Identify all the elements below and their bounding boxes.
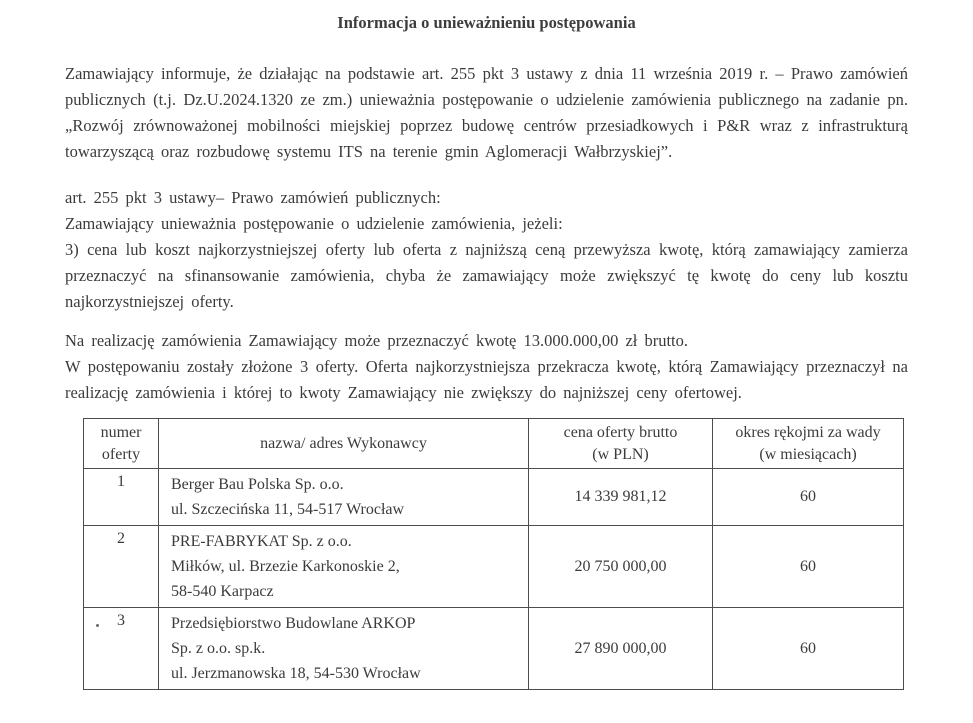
offer-3-contractor-address: ul. Jerzmanowska 18, 54-530 Wrocław (171, 665, 421, 682)
offer-1-contractor-address: ul. Szczecińska 11, 54-517 Wrocław (171, 501, 405, 518)
offer-1-number: 1 (84, 469, 159, 526)
offer-3-number: 3 (84, 608, 159, 690)
offer-2-price: 20 750 000,00 (529, 526, 713, 608)
header-offer-number (84, 419, 159, 469)
offers-table-header-row (84, 419, 904, 469)
table-row-offer-3 (84, 608, 904, 690)
offer-2-contractor-address-1: Miłków, ul. Brzezie Karkonoskie 2, (171, 558, 400, 575)
header-warranty (713, 419, 904, 469)
paragraph-legal-basis-heading: art. 255 pkt 3 ustawy– Prawo zamówień publicznych: (65, 188, 441, 207)
offer-1-contractor (159, 469, 529, 526)
offer-2-warranty: 60 (713, 526, 904, 608)
offer-3-price: 27 890 000,00 (529, 608, 713, 690)
table-row-offer-2 (84, 526, 904, 608)
paragraph-budget-amount: Na realizację zamówienia Zamawiający może przeznaczyć kwotę 13.000.000,00 zł brutto. (65, 331, 689, 350)
document-title: Informacja o unieważnieniu postępowania (337, 13, 636, 32)
header-offer-number-line2: oferty (101, 445, 141, 463)
offer-3-contractor-name-2: Sp. z o.o. sp.k. (171, 640, 266, 657)
paragraph-legal-basis-point3: 3) cena lub koszt najkorzystniejszej oferty lub oferta z najniższą ceną przewyższa kwotę, którą zamawiający zamierza przeznaczyć na sfinansowanie zamówienia, chyba że zamawiający może zwiększyć tę kwotę do ceny lub kosztu najkorzystniejszej oferty. (65, 240, 908, 311)
offer-2-contractor-name: PRE-FABRYKAT Sp. z o.o. (171, 533, 352, 550)
paragraph-legal-basis-condition: Zamawiający unieważnia postępowanie o udzielenie zamówienia, jeżeli: (65, 214, 563, 233)
offer-1-price: 14 339 981,12 (529, 469, 713, 526)
offer-3-contractor-name: Przedsiębiorstwo Budowlane ARKOP (171, 615, 416, 632)
offer-2-contractor-address-2: 58-540 Karpacz (171, 583, 274, 600)
paragraph-offers-summary: W postępowaniu zostały złożone 3 oferty. Oferta najkorzystniejsza przekracza kwotę, którą Zamawiający przeznaczył na realizację zamówienia i której to kwoty Zamawiający nie zwiększy do najniższej ceny ofertowej. (65, 357, 908, 402)
header-offer-number-line1: numer (100, 423, 142, 441)
table-row-offer-1 (84, 469, 904, 526)
offers-table (83, 418, 904, 690)
offer-1-warranty: 60 (713, 469, 904, 526)
offer-1-contractor-name: Berger Bau Polska Sp. o.o. (171, 476, 344, 493)
offer-2-number: 2 (84, 526, 159, 608)
header-price (529, 419, 713, 469)
offer-2-contractor (159, 526, 529, 608)
header-warranty-line2: (w miesiącach) (759, 445, 857, 463)
paragraph-intro: Zamawiający informuje, że działając na podstawie art. 255 pkt 3 ustawy z dnia 11 września 2019 r. – Prawo zamówień publicznych (t.j. Dz.U.2024.1320 ze zm.) unieważnia postępowanie o udzielenie zamówienia publicznego na zadanie pn. „Rozwój zrównoważonej mobilności miejskiej poprzez budowę centrów przesiadkowych i P&R wraz z infrastrukturą towarzyszącą oraz rozbudowę systemu ITS na terenie gmin Aglomeracji Wałbrzyskiej”. (65, 64, 908, 161)
header-contractor: nazwa/ adres Wykonawcy (159, 419, 529, 469)
header-price-line1: cena oferty brutto (563, 423, 678, 441)
scan-artifact-dot (96, 624, 99, 627)
header-price-line2: (w PLN) (592, 445, 649, 463)
offer-3-warranty: 60 (713, 608, 904, 690)
offer-3-contractor (159, 608, 529, 690)
header-warranty-line1: okres rękojmi za wady (735, 423, 881, 441)
